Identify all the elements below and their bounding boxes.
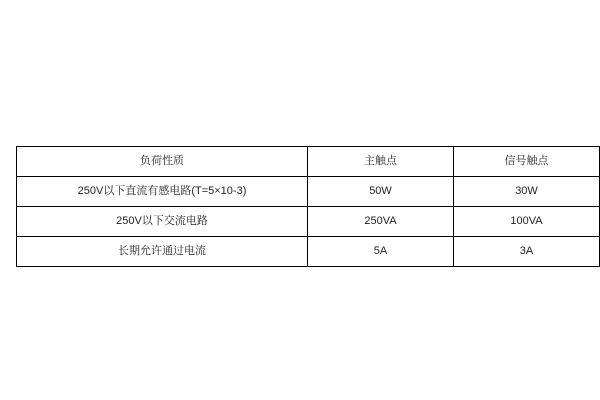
header-cell-main-contact: 主触点 xyxy=(308,147,454,177)
contact-capacity-table xyxy=(16,146,600,267)
header-cell-load-type: 负荷性质 xyxy=(17,147,308,177)
table-row xyxy=(17,207,600,237)
cell-load-type-2: 250V以下交流电路 xyxy=(17,207,308,237)
table-header-row xyxy=(17,147,600,177)
cell-main-contact-1: 50W xyxy=(308,177,454,207)
cell-signal-contact-2: 100VA xyxy=(454,207,600,237)
cell-main-contact-2: 250VA xyxy=(308,207,454,237)
table-row xyxy=(17,237,600,267)
cell-signal-contact-1: 30W xyxy=(454,177,600,207)
header-cell-signal-contact: 信号触点 xyxy=(454,147,600,177)
cell-signal-contact-3: 3A xyxy=(454,237,600,267)
cell-main-contact-3: 5A xyxy=(308,237,454,267)
cell-load-type-1: 250V以下直流有感电路(T=5×10-3) xyxy=(17,177,308,207)
table-container xyxy=(16,146,584,267)
cell-load-type-3: 长期允许通过电流 xyxy=(17,237,308,267)
table-row xyxy=(17,177,600,207)
